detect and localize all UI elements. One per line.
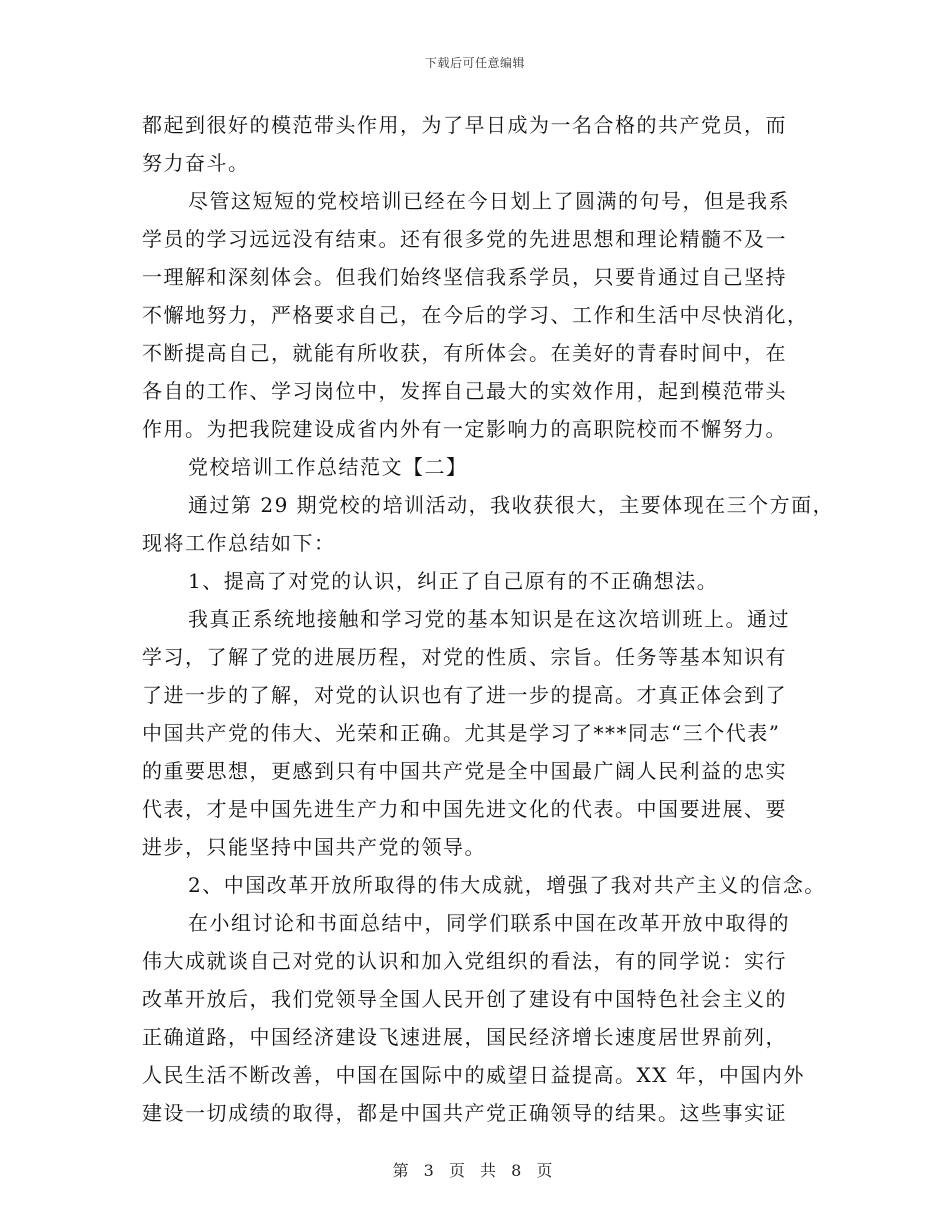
text-line: 努力奋斗。 [142, 151, 250, 175]
text-line: 一理解和深刻体会。但我们始终坚信我系学员，只要肯通过自己坚持 [142, 265, 787, 289]
text-line: 了进一步的了解，对党的认识也有了进一步的提高。才真正体会到了 [142, 683, 787, 707]
text-line: 现将工作总结如下： [142, 531, 336, 555]
text-line: 各自的工作、学习岗位中，发挥自己最大的实效作用，起到模范带头 [142, 379, 787, 403]
header-note: 下载后可任意编辑 [424, 56, 525, 70]
numbered-point: 2、中国改革开放所取得的伟大成就，增强了我对共产主义的信念。 [188, 873, 826, 897]
page-number: 第 3 页 共 8 页 [392, 1161, 558, 1180]
text-line: 不断提高自己，就能有所收获，有所体会。在美好的青春时间中，在 [142, 341, 787, 365]
text-line: 中国共产党的伟大、光荣和正确。尤其是学习了***同志“三个代表” [142, 721, 781, 745]
text-line: 不懈地努力，严格要求自己，在今后的学习、工作和生活中尽快消化， [142, 303, 809, 327]
text-line: 通过第 29 期党校的培训活动，我收获很大，主要体现在三个方面， [188, 493, 835, 517]
text-line: 作用。为把我院建设成省内外有一定影响力的高职院校而不懈努力。 [142, 417, 787, 441]
numbered-point: 1、提高了对党的认识，纠正了自己原有的不正确想法。 [188, 569, 719, 593]
text-line: 的重要思想，更感到只有中国共产党是全中国最广阔人民利益的忠实 [142, 759, 787, 783]
text-line: 正确道路，中国经济建设飞速进展，国民经济增长速度居世界前列， [142, 1025, 787, 1049]
text-line: 建设一切成绩的取得，都是中国共产党正确领导的结果。这些事实证 [142, 1101, 787, 1125]
text-line: 在小组讨论和书面总结中，同学们联系中国在改革开放中取得的 [188, 911, 790, 935]
text-line: 学习，了解了党的进展历程，对党的性质、宗旨。任务等基本知识有 [142, 645, 787, 669]
text-line: 人民生活不断改善，中国在国际中的威望日益提高。XX 年，中国内外 [142, 1063, 805, 1087]
text-line: 改革开放后，我们党领导全国人民开创了建设有中国特色社会主义的 [142, 987, 787, 1011]
text-line: 伟大成就谈自己对党的认识和加入党组织的看法，有的同学说：实行 [142, 949, 787, 973]
text-line: 代表，才是中国先进生产力和中国先进文化的代表。中国要进展、要 [142, 797, 787, 821]
text-line: 进步，只能坚持中国共产党的领导。 [142, 835, 486, 859]
text-line: 我真正系统地接触和学习党的基本知识是在这次培训班上。通过 [188, 607, 790, 631]
text-line: 都起到很好的模范带头作用，为了早日成为一名合格的共产党员，而 [142, 113, 787, 137]
section-heading: 党校培训工作总结范文【二】 [188, 455, 468, 479]
text-line: 尽管这短短的党校培训已经在今日划上了圆满的句号，但是我系 [188, 189, 790, 213]
text-line: 学员的学习远远没有结束。还有很多党的先进思想和理论精髓不及一 [142, 227, 787, 251]
document-body [142, 106, 842, 1132]
